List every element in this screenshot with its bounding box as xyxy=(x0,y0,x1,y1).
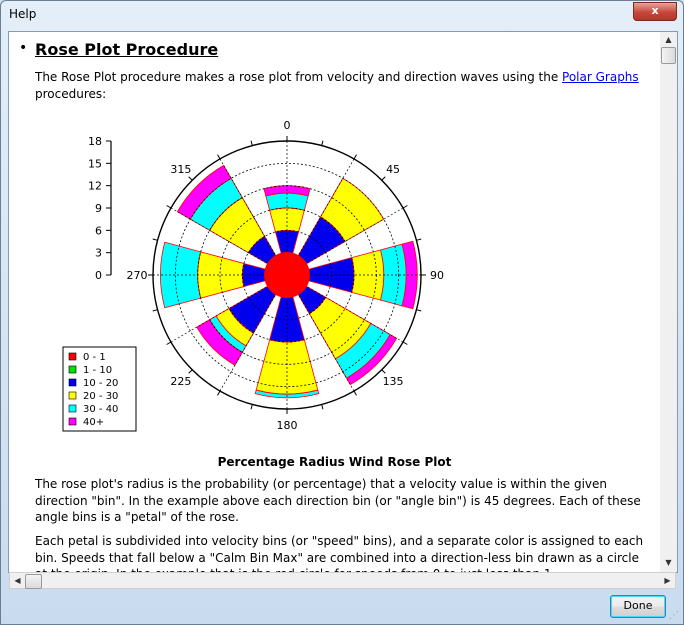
vertical-scrollbar[interactable] xyxy=(660,32,677,572)
paragraph-radius: The rose plot's radius is the probability (or percentage) that a velocity value is within the given direction "bin". In the example above each direction bin (or "angle bin") is 45 degrees. Each of these angle bins is a "petal" of the rose. xyxy=(35,477,641,524)
radial-tick-label-0: 0 xyxy=(95,269,102,282)
angle-tick-165 xyxy=(322,404,323,409)
radial-tick-label-3: 3 xyxy=(95,246,102,260)
legend-label-3: 20 - 30 xyxy=(83,391,119,402)
legend-label-0: 0 - 1 xyxy=(83,352,106,363)
angle-label-270: 270 xyxy=(126,269,148,282)
radial-tick-label-18: 18 xyxy=(88,135,102,148)
angle-label-45: 45 xyxy=(386,162,401,176)
wind-rose-chart xyxy=(49,115,469,440)
angle-tick-300 xyxy=(167,206,171,209)
close-button[interactable] xyxy=(633,2,677,21)
angle-label-90: 90 xyxy=(430,269,444,282)
vertical-scroll-thumb[interactable] xyxy=(661,47,676,64)
intro-text-before: The Rose Plot procedure makes a rose plot from velocity and direction waves using the xyxy=(35,70,563,84)
title-bar[interactable] xyxy=(1,1,683,29)
petal-segment-0-3 xyxy=(270,208,305,232)
radial-tick-label-9: 9 xyxy=(95,202,102,215)
angle-tick-60 xyxy=(403,206,407,209)
intro-text-after: procedures: xyxy=(35,86,107,101)
legend-swatch-5 xyxy=(69,418,76,425)
legend-label-1: 1 - 10 xyxy=(83,365,113,376)
legend-swatch-3 xyxy=(69,392,76,399)
angle-tick-135 xyxy=(382,370,386,374)
angle-tick-120 xyxy=(403,342,407,345)
window-title: Help xyxy=(9,7,37,21)
angle-tick-330 xyxy=(218,155,221,159)
help-document xyxy=(9,32,660,572)
intro-paragraph xyxy=(35,69,645,102)
legend-swatch-2 xyxy=(69,379,76,386)
radial-tick-label-12: 12 xyxy=(88,179,102,193)
scroll-left-arrow-icon[interactable]: ◀ xyxy=(14,576,21,585)
angle-tick-345 xyxy=(251,141,252,146)
angle-label-315: 315 xyxy=(170,162,192,176)
angle-label-225: 225 xyxy=(170,375,192,389)
resize-grip-icon[interactable]: ⋰ xyxy=(669,610,679,621)
polar-graphs-link[interactable]: Polar Graphs xyxy=(562,70,639,84)
paragraph-petals: Each petal is subdivided into velocity bins (or "speed" bins), and a separate color is assigned to each bin. Speeds that fall below a "Calm Bin Max" are combined into a direction-less bin drawn as a circle xyxy=(35,534,644,565)
radial-tick-label-6: 6 xyxy=(95,224,102,238)
scroll-up-arrow-icon[interactable]: ▲ xyxy=(665,35,672,44)
help-content-pane xyxy=(8,31,678,573)
done-button[interactable]: Done xyxy=(610,595,666,618)
angle-tick-45 xyxy=(382,177,386,181)
button-bar xyxy=(1,591,683,624)
angle-tick-150 xyxy=(354,391,357,395)
angle-tick-210 xyxy=(218,391,221,395)
angle-tick-15 xyxy=(322,141,323,146)
angle-tick-105 xyxy=(416,310,421,311)
close-icon: x xyxy=(651,4,659,17)
horizontal-scroll-thumb[interactable] xyxy=(25,574,42,589)
legend-label-4: 30 - 40 xyxy=(83,404,119,415)
angle-tick-75 xyxy=(416,239,421,240)
legend-swatch-0 xyxy=(69,353,76,360)
petal-segment-270-3 xyxy=(198,252,244,298)
angle-label-0: 0 xyxy=(283,119,291,132)
scroll-down-arrow-icon[interactable]: ▼ xyxy=(665,558,672,567)
angle-tick-285 xyxy=(153,239,158,240)
legend-swatch-4 xyxy=(69,405,76,412)
radial-tick-label-15: 15 xyxy=(88,157,102,171)
legend-label-2: 10 - 20 xyxy=(83,378,119,389)
legend-label-5: 40+ xyxy=(83,417,105,428)
angle-tick-255 xyxy=(153,310,158,311)
bullet-icon: • xyxy=(19,40,28,56)
legend-swatch-1 xyxy=(69,366,76,373)
figure-caption: Percentage Radius Wind Rose Plot xyxy=(217,455,452,469)
calm-circle xyxy=(265,253,310,298)
angle-tick-225 xyxy=(189,370,193,374)
angle-label-180: 180 xyxy=(276,419,298,432)
angle-tick-195 xyxy=(251,404,252,409)
scroll-right-arrow-icon[interactable]: ▶ xyxy=(664,576,671,585)
angle-tick-240 xyxy=(167,342,171,345)
angle-label-135: 135 xyxy=(382,375,404,389)
page-title: Rose Plot Procedure xyxy=(35,40,219,59)
angle-tick-315 xyxy=(189,177,193,181)
angle-tick-30 xyxy=(354,155,357,159)
horizontal-scrollbar[interactable] xyxy=(9,572,676,589)
